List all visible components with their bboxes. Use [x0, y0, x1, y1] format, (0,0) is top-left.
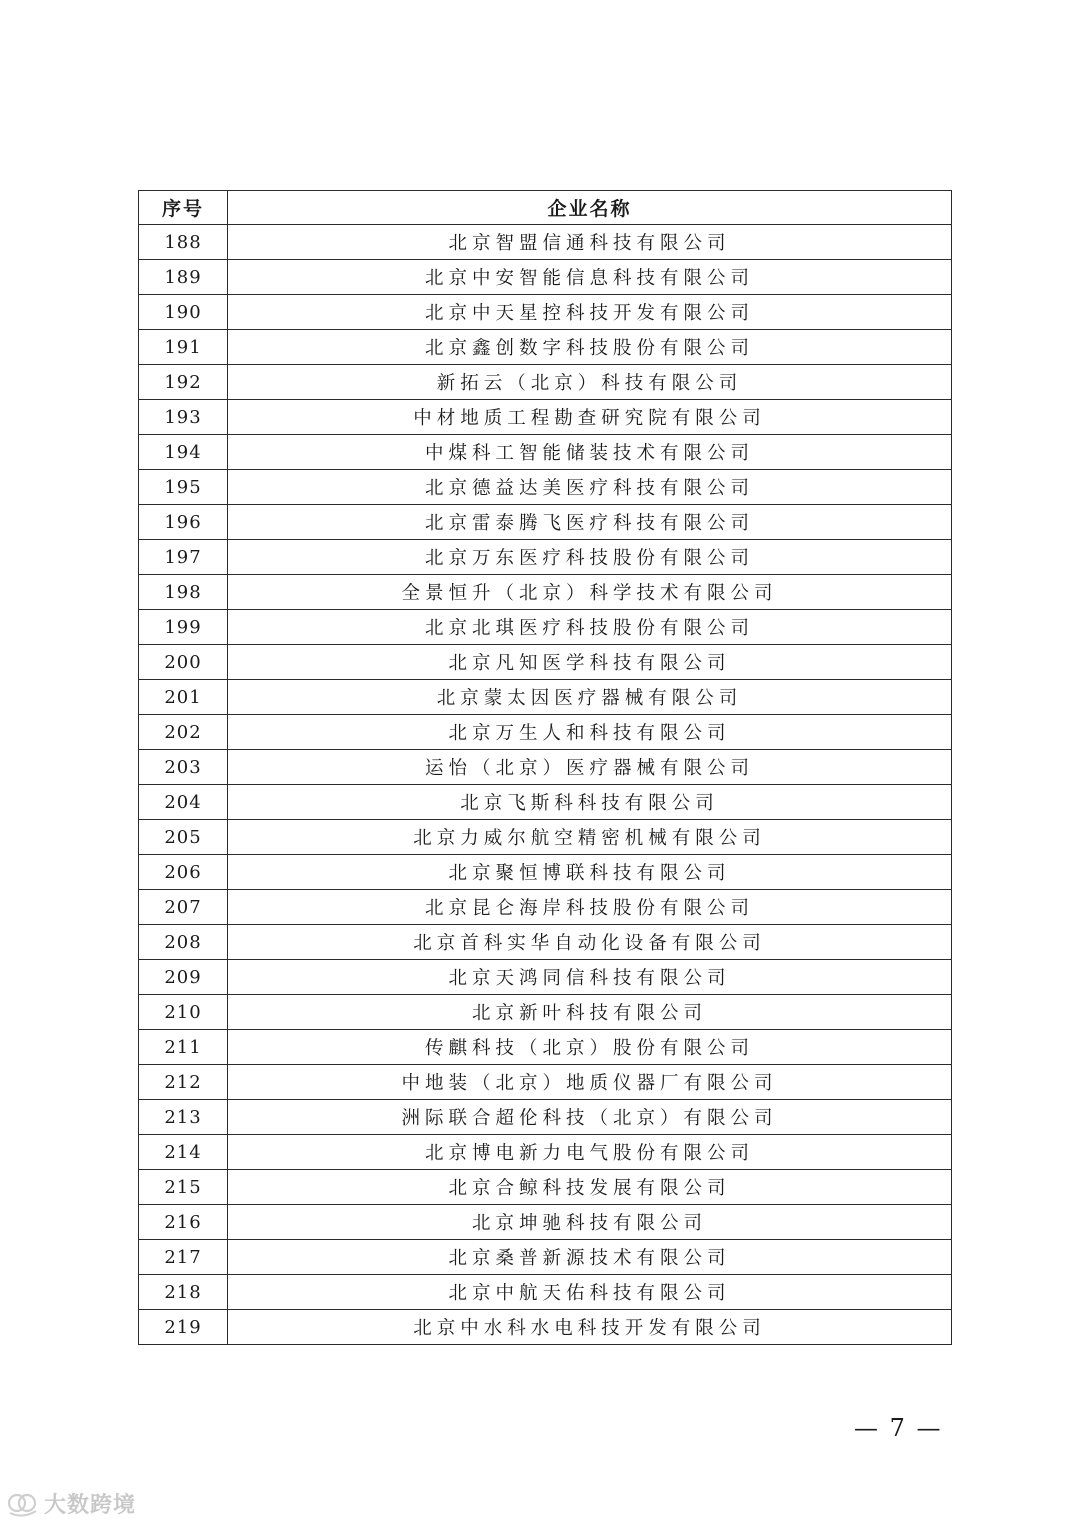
row-company-name: 中材地质工程勘查研究院有限公司	[228, 400, 952, 435]
row-index: 217	[139, 1240, 228, 1275]
table-row	[139, 925, 952, 960]
table-row	[139, 1205, 952, 1240]
table-row	[139, 820, 952, 855]
table-row	[139, 435, 952, 470]
row-index: 219	[139, 1310, 228, 1345]
row-index: 193	[139, 400, 228, 435]
row-company-name: 运怡（北京）医疗器械有限公司	[228, 750, 952, 785]
row-index: 189	[139, 260, 228, 295]
table-row	[139, 1240, 952, 1275]
table-row	[139, 785, 952, 820]
row-company-name: 北京中水科水电科技开发有限公司	[228, 1310, 952, 1345]
table-row	[139, 225, 952, 260]
watermark-text: 大数跨境	[44, 1493, 137, 1518]
row-company-name: 北京智盟信通科技有限公司	[228, 225, 952, 260]
row-company-name: 北京昆仑海岸科技股份有限公司	[228, 890, 952, 925]
header-index: 序号	[139, 191, 228, 225]
row-index: 207	[139, 890, 228, 925]
row-company-name: 北京聚恒博联科技有限公司	[228, 855, 952, 890]
row-company-name: 北京博电新力电气股份有限公司	[228, 1135, 952, 1170]
table-row	[139, 1275, 952, 1310]
row-index: 199	[139, 610, 228, 645]
table-row	[139, 400, 952, 435]
table-row	[139, 1100, 952, 1135]
row-company-name: 北京桑普新源技术有限公司	[228, 1240, 952, 1275]
row-company-name: 全景恒升（北京）科学技术有限公司	[228, 575, 952, 610]
row-company-name: 北京德益达美医疗科技有限公司	[228, 470, 952, 505]
table-body	[139, 225, 952, 1345]
row-index: 206	[139, 855, 228, 890]
header-company-name: 企业名称	[228, 191, 952, 225]
row-index: 218	[139, 1275, 228, 1310]
row-index: 198	[139, 575, 228, 610]
row-index: 191	[139, 330, 228, 365]
row-company-name: 北京中天星控科技开发有限公司	[228, 295, 952, 330]
row-index: 214	[139, 1135, 228, 1170]
row-company-name: 传麒科技（北京）股份有限公司	[228, 1030, 952, 1065]
row-index: 208	[139, 925, 228, 960]
row-company-name: 北京鑫创数字科技股份有限公司	[228, 330, 952, 365]
table-row	[139, 1135, 952, 1170]
row-index: 197	[139, 540, 228, 575]
row-index: 195	[139, 470, 228, 505]
row-index: 215	[139, 1170, 228, 1205]
company-table	[138, 190, 952, 1345]
row-index: 194	[139, 435, 228, 470]
row-company-name: 北京新叶科技有限公司	[228, 995, 952, 1030]
row-index: 205	[139, 820, 228, 855]
table-header-row	[139, 191, 952, 225]
table-row	[139, 715, 952, 750]
table-row	[139, 540, 952, 575]
row-company-name: 北京中安智能信息科技有限公司	[228, 260, 952, 295]
row-company-name: 北京首科实华自动化设备有限公司	[228, 925, 952, 960]
table-row	[139, 645, 952, 680]
table-row	[139, 1310, 952, 1345]
row-index: 190	[139, 295, 228, 330]
table-row	[139, 1170, 952, 1205]
table-row	[139, 680, 952, 715]
row-company-name: 洲际联合超伦科技（北京）有限公司	[228, 1100, 952, 1135]
row-index: 213	[139, 1100, 228, 1135]
row-index: 202	[139, 715, 228, 750]
row-company-name: 北京万生人和科技有限公司	[228, 715, 952, 750]
table-row	[139, 365, 952, 400]
table-row	[139, 855, 952, 890]
row-index: 196	[139, 505, 228, 540]
table-row	[139, 610, 952, 645]
row-index: 211	[139, 1030, 228, 1065]
row-company-name: 中地装（北京）地质仪器厂有限公司	[228, 1065, 952, 1100]
row-index: 192	[139, 365, 228, 400]
table-row	[139, 295, 952, 330]
row-index: 188	[139, 225, 228, 260]
table-row	[139, 260, 952, 295]
table-row	[139, 1030, 952, 1065]
table-row	[139, 470, 952, 505]
row-index: 201	[139, 680, 228, 715]
row-company-name: 北京蒙太因医疗器械有限公司	[228, 680, 952, 715]
table-row	[139, 995, 952, 1030]
row-company-name: 北京坤驰科技有限公司	[228, 1205, 952, 1240]
table-row	[139, 960, 952, 995]
row-index: 204	[139, 785, 228, 820]
row-index: 212	[139, 1065, 228, 1100]
table-row	[139, 575, 952, 610]
row-index: 216	[139, 1205, 228, 1240]
table-row	[139, 330, 952, 365]
row-index: 203	[139, 750, 228, 785]
row-company-name: 北京北琪医疗科技股份有限公司	[228, 610, 952, 645]
row-company-name: 北京飞斯科科技有限公司	[228, 785, 952, 820]
table-header	[139, 191, 952, 225]
row-index: 209	[139, 960, 228, 995]
watermark	[6, 1488, 136, 1519]
row-company-name: 北京天鸿同信科技有限公司	[228, 960, 952, 995]
row-company-name: 新拓云（北京）科技有限公司	[228, 365, 952, 400]
row-company-name: 北京力威尔航空精密机械有限公司	[228, 820, 952, 855]
row-company-name: 北京万东医疗科技股份有限公司	[228, 540, 952, 575]
row-company-name: 北京凡知医学科技有限公司	[228, 645, 952, 680]
page-number: — 7 —	[854, 1414, 943, 1442]
table-row	[139, 750, 952, 785]
row-company-name: 中煤科工智能储装技术有限公司	[228, 435, 952, 470]
brand-logo-icon	[6, 1489, 40, 1519]
row-company-name: 北京合鲸科技发展有限公司	[228, 1170, 952, 1205]
row-index: 210	[139, 995, 228, 1030]
row-company-name: 北京中航天佑科技有限公司	[228, 1275, 952, 1310]
table-row	[139, 505, 952, 540]
table-row	[139, 890, 952, 925]
table-row	[139, 1065, 952, 1100]
row-index: 200	[139, 645, 228, 680]
row-company-name: 北京雷泰腾飞医疗科技有限公司	[228, 505, 952, 540]
